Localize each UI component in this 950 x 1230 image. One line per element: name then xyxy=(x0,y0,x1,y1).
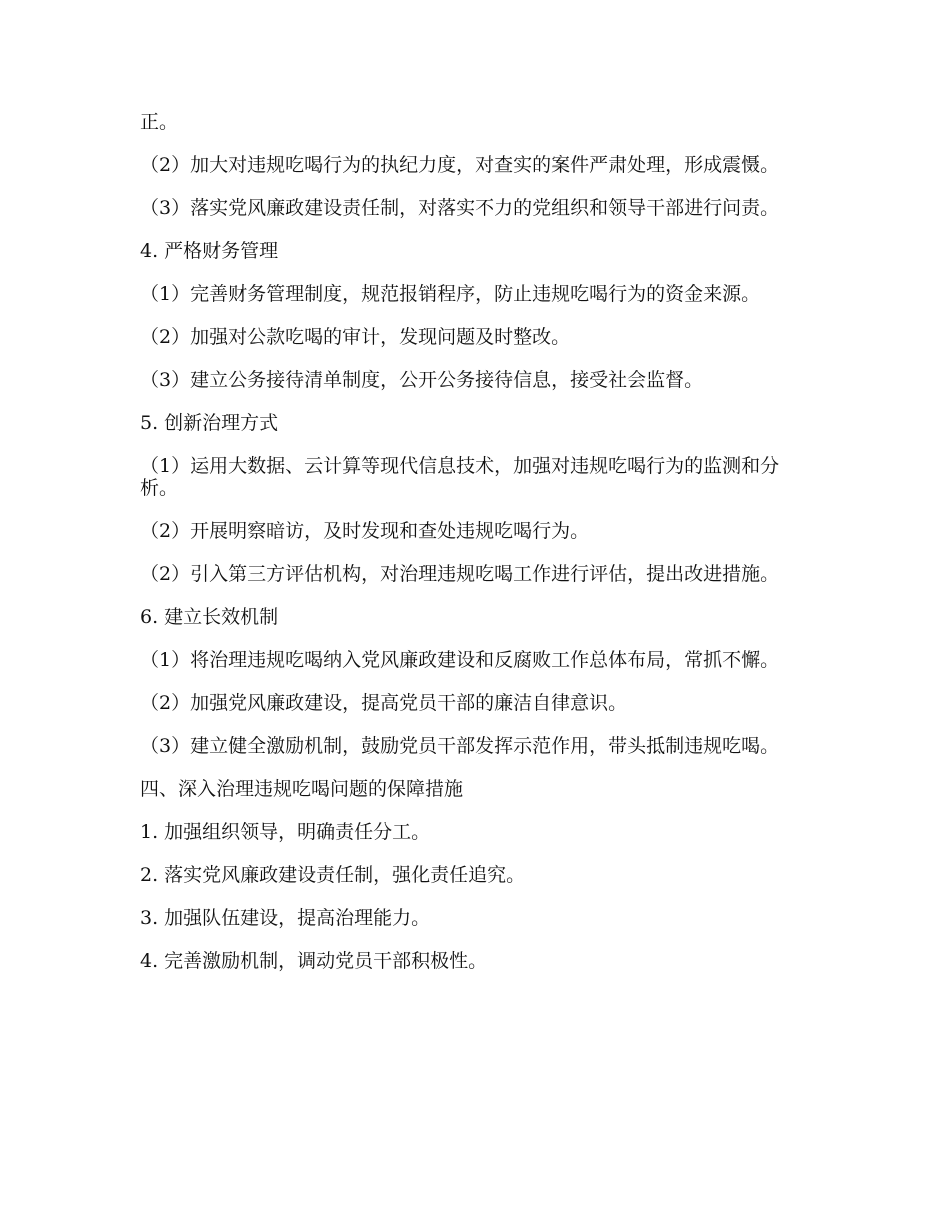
paragraph-5-1: （1）运用大数据、云计算等现代信息技术，加强对违规吃喝行为的监测和分析。 xyxy=(140,455,780,499)
paragraph-6-2: （2）加强党风廉政建设，提高党员干部的廉洁自律意识。 xyxy=(140,692,628,714)
paragraph-6-3: （3）建立健全激励机制，鼓励党员干部发挥示范作用，带头抵制违规吃喝。 xyxy=(140,735,780,757)
paragraph-5-3: （2）引入第三方评估机构，对治理违规吃喝工作进行评估，提出改进措施。 xyxy=(140,563,780,585)
chapter-heading-4: 四、深入治理违规吃喝问题的保障措施 xyxy=(140,778,464,800)
paragraph-3-3: （3）落实党风廉政建设责任制，对落实不力的党组织和领导干部进行问责。 xyxy=(140,197,780,219)
paragraph-5-2: （2）开展明察暗访，及时发现和查处违规吃喝行为。 xyxy=(140,520,590,542)
paragraph-3-2: （2）加大对违规吃喝行为的执纪力度，对查实的案件严肃处理，形成震慑。 xyxy=(140,154,780,176)
measure-item-2: 2. 落实党风廉政建设责任制，强化责任追究。 xyxy=(140,864,526,886)
measure-item-1: 1. 加强组织领导，明确责任分工。 xyxy=(140,821,431,843)
document-body xyxy=(140,111,810,993)
paragraph-4-3: （3）建立公务接待清单制度，公开公务接待信息，接受社会监督。 xyxy=(140,369,704,391)
section-heading-5: 5. 创新治理方式 xyxy=(140,412,279,434)
paragraph-4-2: （2）加强对公款吃喝的审计，发现问题及时整改。 xyxy=(140,326,571,348)
section-heading-4: 4. 严格财务管理 xyxy=(140,240,279,262)
measure-item-3: 3. 加强队伍建设，提高治理能力。 xyxy=(140,907,431,929)
paragraph-4-1: （1）完善财务管理制度，规范报销程序，防止违规吃喝行为的资金来源。 xyxy=(140,283,761,305)
paragraph-continuation: 正。 xyxy=(140,111,179,133)
paragraph-6-1: （1）将治理违规吃喝纳入党风廉政建设和反腐败工作总体布局，常抓不懈。 xyxy=(140,649,780,671)
measure-item-4: 4. 完善激励机制，调动党员干部积极性。 xyxy=(140,950,488,972)
section-heading-6: 6. 建立长效机制 xyxy=(140,606,279,628)
